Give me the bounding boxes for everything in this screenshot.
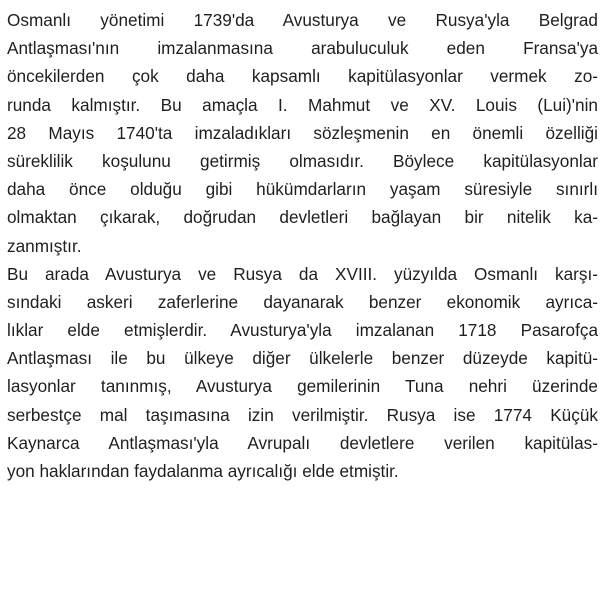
text-line: lıklar elde etmişlerdir. Avusturya'yla imzalanan 1718 Pasarofça — [7, 320, 598, 341]
text-line: sındaki askeri zaferlerine dayanarak benzer ekonomik ayrıca- — [7, 291, 598, 312]
document-page — [7, 6, 598, 485]
text-line: Antlaşması ile bu ülkeye diğer ülkelerle benzer düzeyde kapitü- — [7, 348, 598, 369]
text-line: runda kalmıştır. Bu amaçla I. Mahmut ve XV. Louis (Lui)'nin — [7, 94, 598, 115]
text-line: süreklilik koşulunu getirmiş olmasıdır. Böylece kapitülasyonlar — [7, 150, 598, 171]
text-line: Osmanlı yönetimi 1739'da Avusturya ve Rusya'yla Belgrad — [7, 10, 598, 30]
text-line: 28 Mayıs 1740'ta imzaladıkları sözleşmenin en önemli özelliği — [7, 122, 598, 143]
text-line: lasyonlar tanınmış, Avusturya gemilerinin Tuna nehri üzerinde — [7, 376, 598, 397]
text-line: Bu arada Avusturya ve Rusya da XVIII. yüzyılda Osmanlı karşı- — [7, 263, 598, 284]
text-line: Kaynarca Antlaşması'yla Avrupalı devletlere verilen kapitülas- — [7, 432, 598, 453]
text-line: yon haklarından faydalanma ayrıcalığı elde etmiştir. — [7, 461, 399, 481]
text-line: olmaktan çıkarak, doğrudan devletleri bağlayan bir nitelik ka- — [7, 207, 598, 228]
text-line: daha önce olduğu gibi hükümdarların yaşam süresiyle sınırlı — [7, 179, 598, 200]
text-line: Antlaşması'nın imzalanmasına arabuluculuk eden Fransa'ya — [7, 38, 598, 59]
text-line: serbestçe mal taşımasına izin verilmiştir. Rusya ise 1774 Küçük — [7, 404, 598, 425]
text-line: öncekilerden çok daha kapsamlı kapitülasyonlar vermek zo- — [7, 66, 598, 87]
paragraph-2 — [7, 260, 598, 486]
text-line: zanmıştır. — [7, 235, 82, 256]
paragraph-1 — [7, 6, 598, 260]
